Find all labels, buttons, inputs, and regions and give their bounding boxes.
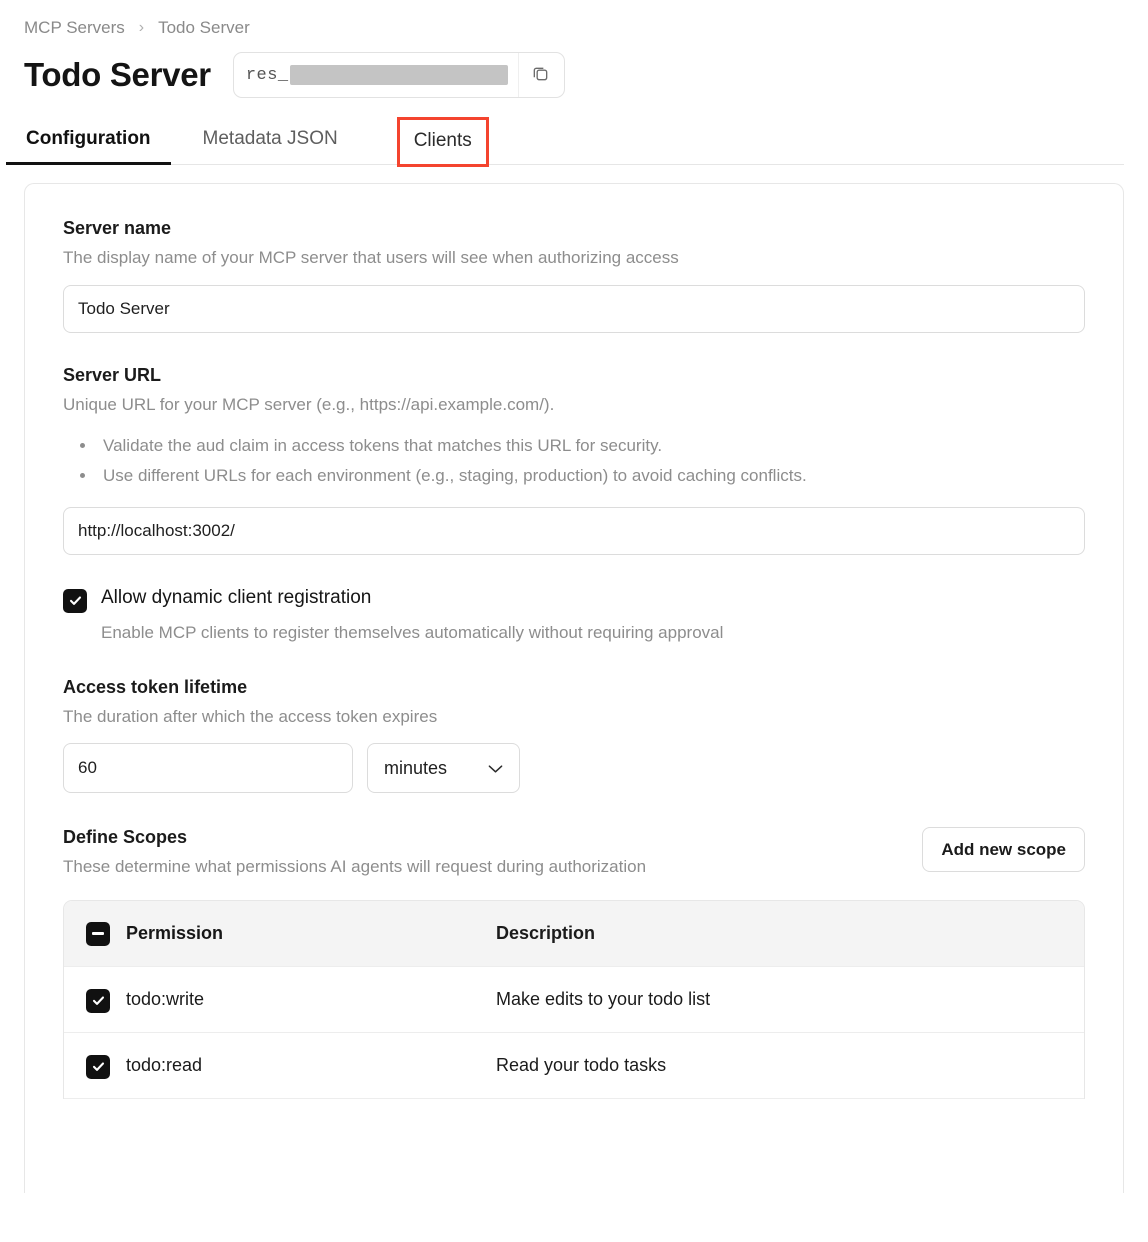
scopes-table-header	[64, 901, 1084, 967]
add-new-scope-button[interactable]: Add new scope	[922, 827, 1085, 872]
permission-column-label: Permission	[126, 923, 224, 944]
scopes-header-permission	[86, 922, 496, 946]
server-url-input[interactable]	[63, 507, 1085, 555]
scope-permission-label: todo:write	[126, 989, 205, 1010]
access-token-unit-select[interactable]	[367, 743, 520, 793]
title-row	[24, 52, 1124, 98]
server-url-bullet: • Use different URLs for each environment (e.g., staging, production) to avoid caching conflicts.	[97, 461, 1085, 491]
copy-icon	[531, 64, 550, 86]
scope-permission-label: todo:read	[126, 1055, 203, 1076]
scopes-table	[63, 900, 1085, 1099]
scope-permission-cell	[86, 1053, 496, 1079]
scope-permission-cell	[86, 987, 496, 1013]
scopes-text	[63, 827, 646, 880]
server-name-input[interactable]	[63, 285, 1085, 333]
server-id-pill	[233, 52, 565, 98]
server-url-label: Server URL	[63, 364, 162, 385]
select-all-checkbox[interactable]	[86, 922, 110, 946]
page-title: Todo Server	[24, 56, 211, 93]
table-row[interactable]	[64, 967, 1084, 1033]
breadcrumb-separator-icon: ›	[138, 19, 145, 36]
breadcrumb	[24, 18, 1124, 38]
scopes-help: These determine what permissions AI agents will request during authorization	[63, 857, 647, 877]
tab-configuration[interactable]: Configuration	[24, 120, 153, 164]
server-url-help: Unique URL for your MCP server (e.g., https://api.example.com/).	[63, 394, 555, 414]
server-id-redacted	[290, 65, 508, 85]
scopes-header	[63, 827, 1085, 880]
scope-description-label: Make edits to your todo list	[496, 989, 711, 1010]
server-id-prefix: res_	[245, 65, 289, 85]
scopes-label: Define Scopes	[63, 827, 188, 848]
server-url-field	[63, 365, 1085, 555]
access-token-lifetime-help: The duration after which the access token expires	[63, 706, 438, 726]
scope-row-checkbox[interactable]	[86, 989, 110, 1013]
access-token-lifetime-row	[63, 743, 1085, 793]
access-token-unit-value: minutes	[384, 757, 448, 778]
copy-id-button[interactable]	[518, 53, 562, 97]
server-url-bullet: • Validate the aud claim in access tokens that matches this URL for security.	[97, 431, 1085, 461]
server-name-label: Server name	[63, 218, 172, 238]
access-token-lifetime-field	[63, 677, 1085, 794]
table-row[interactable]	[64, 1033, 1084, 1099]
tab-metadata-json[interactable]: Metadata JSON	[201, 120, 340, 164]
scope-description-label: Read your todo tasks	[496, 1055, 667, 1076]
chevron-down-icon	[488, 758, 503, 779]
dynamic-registration-sub: Enable MCP clients to register themselves automatically without requiring approval	[101, 622, 724, 642]
server-name-field	[63, 218, 1085, 333]
server-name-help: The display name of your MCP server that users will see when authorizing access	[63, 248, 679, 267]
access-token-lifetime-input[interactable]	[63, 743, 353, 793]
dynamic-registration-label: Allow dynamic client registration	[101, 586, 372, 608]
breadcrumb-parent-link[interactable]: MCP Servers	[24, 18, 125, 37]
dynamic-registration-row[interactable]	[63, 587, 1085, 613]
breadcrumb-current: Todo Server	[158, 18, 250, 37]
dynamic-registration-checkbox[interactable]	[63, 589, 87, 613]
tab-bar	[24, 120, 1124, 165]
configuration-card	[24, 183, 1124, 1193]
access-token-lifetime-label: Access token lifetime	[63, 676, 248, 697]
scope-row-checkbox[interactable]	[86, 1055, 110, 1079]
dynamic-registration-field	[63, 587, 1085, 643]
description-column-label: Description	[496, 923, 596, 944]
tab-clients[interactable]: Clients	[400, 120, 486, 164]
server-url-bullets	[63, 431, 1085, 491]
